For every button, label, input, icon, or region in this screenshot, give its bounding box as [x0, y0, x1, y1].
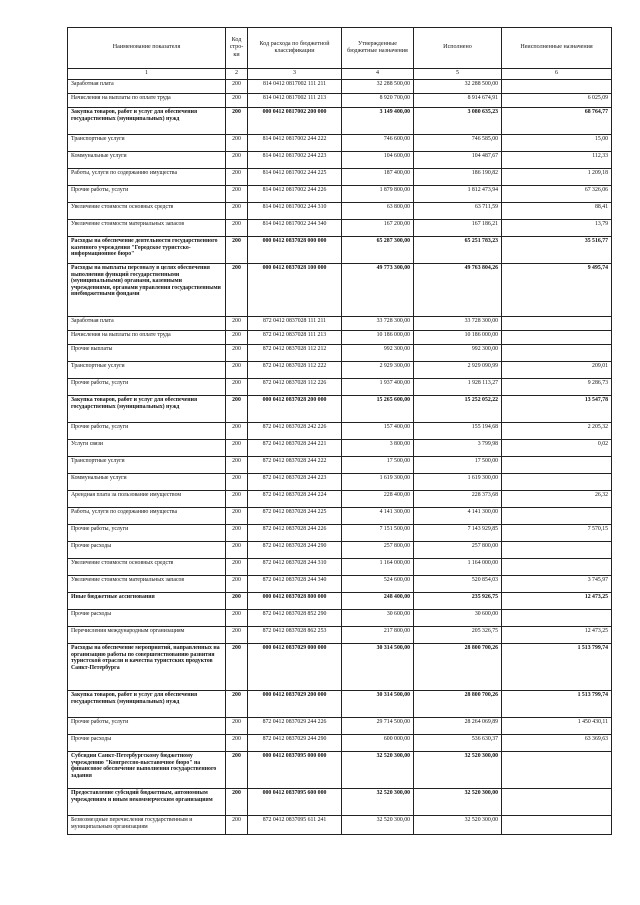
table-row: [68, 627, 612, 644]
row-budget-code: 872 0412 0837028 244 222: [248, 457, 342, 474]
row-executed: 7 143 929,85: [414, 525, 502, 542]
header-executed: Исполнено: [414, 28, 502, 69]
row-remaining: [502, 345, 612, 362]
row-name: Увеличение стоимости основных средств: [68, 559, 226, 576]
row-budget-code: 000 0412 0837029 000 000: [248, 644, 342, 691]
row-approved: 32 520 300,00: [342, 816, 414, 835]
row-budget-code: 872 0412 0837028 242 226: [248, 423, 342, 440]
row-executed: 28 800 700,26: [414, 644, 502, 691]
table-row: [68, 542, 612, 559]
row-name: Начисления на выплаты по оплате труда: [68, 94, 226, 108]
row-name: Прочие работы, услуги: [68, 186, 226, 203]
row-line-code: 200: [226, 593, 248, 610]
row-name: Предоставление субсидий бюджетным, автономным учреждениям и иным некоммерческим организациям: [68, 789, 226, 816]
row-budget-code: 872 0412 0837028 111 213: [248, 331, 342, 345]
row-line-code: 200: [226, 186, 248, 203]
row-approved: 104 600,00: [342, 152, 414, 169]
row-line-code: 200: [226, 237, 248, 264]
row-name: Прочие выплаты: [68, 345, 226, 362]
row-name: Прочие работы, услуги: [68, 379, 226, 396]
row-line-code: 200: [226, 331, 248, 345]
row-approved: 7 151 500,00: [342, 525, 414, 542]
row-budget-code: 872 0412 0837028 112 226: [248, 379, 342, 396]
row-approved: 524 600,00: [342, 576, 414, 593]
row-approved: 10 186 000,00: [342, 331, 414, 345]
row-name: Арендная плата за пользование имуществом: [68, 491, 226, 508]
row-remaining: [502, 559, 612, 576]
row-executed: 32 520 300,00: [414, 816, 502, 835]
row-remaining: [502, 610, 612, 627]
row-budget-code: 000 0412 0837095 600 000: [248, 789, 342, 816]
row-executed: 235 926,75: [414, 593, 502, 610]
row-approved: 2 929 300,00: [342, 362, 414, 379]
row-executed: 28 800 700,26: [414, 691, 502, 718]
column-number: 3: [248, 69, 342, 80]
row-budget-code: 872 0412 0837028 244 224: [248, 491, 342, 508]
table-row: [68, 457, 612, 474]
row-approved: 65 287 300,00: [342, 237, 414, 264]
header-remaining: Неисполненные назначения: [502, 28, 612, 69]
table-row: [68, 718, 612, 735]
row-approved: 248 400,00: [342, 593, 414, 610]
row-approved: 187 400,00: [342, 169, 414, 186]
table-row: [68, 644, 612, 691]
row-name: Начисления на выплаты по оплате труда: [68, 331, 226, 345]
table-row: [68, 80, 612, 94]
row-budget-code: 000 0412 0837095 000 000: [248, 752, 342, 789]
table-row: [68, 735, 612, 752]
row-name: Закупка товаров, работ и услуг для обеспечения государственных (муниципальных) нужд: [68, 691, 226, 718]
row-remaining: 88,41: [502, 203, 612, 220]
row-executed: 63 711,59: [414, 203, 502, 220]
row-executed: 520 854,03: [414, 576, 502, 593]
row-approved: 746 600,00: [342, 135, 414, 152]
row-line-code: 200: [226, 345, 248, 362]
row-remaining: 13 547,78: [502, 396, 612, 423]
header-name: Наименование показателя: [68, 28, 226, 69]
row-name: Увеличение стоимости материальных запасов: [68, 220, 226, 237]
row-name: Работы, услуги по содержанию имущества: [68, 169, 226, 186]
header-approved: Утвержденные бюджетные назначения: [342, 28, 414, 69]
row-approved: 32 288 500,00: [342, 80, 414, 94]
row-remaining: 67 326,06: [502, 186, 612, 203]
row-line-code: 200: [226, 362, 248, 379]
row-name: Закупка товаров, работ и услуг для обеспечения государственных (муниципальных) нужд: [68, 108, 226, 135]
table-row: [68, 317, 612, 331]
row-approved: 3 149 400,00: [342, 108, 414, 135]
row-budget-code: 872 0412 0837028 112 212: [248, 345, 342, 362]
header-budget-code: Код расхода по бюджетной классификации: [248, 28, 342, 69]
row-budget-code: 872 0412 0837028 862 253: [248, 627, 342, 644]
row-remaining: 2 205,32: [502, 423, 612, 440]
row-approved: 1 164 000,00: [342, 559, 414, 576]
row-executed: 104 487,67: [414, 152, 502, 169]
row-name: Заработная плата: [68, 317, 226, 331]
table-row: [68, 135, 612, 152]
row-line-code: 200: [226, 135, 248, 152]
row-remaining: [502, 457, 612, 474]
row-name: Прочие работы, услуги: [68, 525, 226, 542]
row-approved: 992 300,00: [342, 345, 414, 362]
row-approved: 30 600,00: [342, 610, 414, 627]
row-approved: 4 141 300,00: [342, 508, 414, 525]
table-row: [68, 345, 612, 362]
row-budget-code: 814 0412 0817002 111 213: [248, 94, 342, 108]
row-budget-code: 000 0412 0817002 200 000: [248, 108, 342, 135]
row-budget-code: 872 0412 0837028 244 223: [248, 474, 342, 491]
table-row: [68, 440, 612, 457]
row-line-code: 200: [226, 317, 248, 331]
row-remaining: [502, 474, 612, 491]
row-budget-code: 000 0412 0837028 100 000: [248, 264, 342, 317]
row-line-code: 200: [226, 379, 248, 396]
row-name: Прочие расходы: [68, 735, 226, 752]
row-budget-code: 872 0412 0837028 112 222: [248, 362, 342, 379]
row-approved: 157 400,00: [342, 423, 414, 440]
row-executed: 8 914 674,91: [414, 94, 502, 108]
row-budget-code: 814 0412 0817002 244 340: [248, 220, 342, 237]
row-executed: 32 520 300,00: [414, 752, 502, 789]
row-remaining: 3 745,97: [502, 576, 612, 593]
row-name: Увеличение стоимости основных средств: [68, 203, 226, 220]
row-remaining: 15,00: [502, 135, 612, 152]
row-line-code: 200: [226, 610, 248, 627]
table-row: [68, 203, 612, 220]
row-remaining: 68 764,77: [502, 108, 612, 135]
row-executed: 15 252 052,22: [414, 396, 502, 423]
row-budget-code: 000 0412 0837028 000 000: [248, 237, 342, 264]
row-line-code: 200: [226, 203, 248, 220]
row-budget-code: 872 0412 0837029 244 290: [248, 735, 342, 752]
row-name: Транспортные услуги: [68, 135, 226, 152]
row-executed: 10 186 000,00: [414, 331, 502, 345]
row-approved: 33 728 300,00: [342, 317, 414, 331]
row-approved: 8 920 700,00: [342, 94, 414, 108]
row-approved: 32 520 300,00: [342, 752, 414, 789]
row-remaining: 12 473,25: [502, 593, 612, 610]
row-executed: 167 186,21: [414, 220, 502, 237]
row-name: Прочие расходы: [68, 610, 226, 627]
row-budget-code: 814 0412 0817002 244 223: [248, 152, 342, 169]
row-executed: 1 928 113,27: [414, 379, 502, 396]
row-remaining: 9 495,74: [502, 264, 612, 317]
table-row: [68, 474, 612, 491]
row-approved: 167 200,00: [342, 220, 414, 237]
row-name: Увеличение стоимости материальных запасов: [68, 576, 226, 593]
row-line-code: 200: [226, 691, 248, 718]
row-line-code: 200: [226, 423, 248, 440]
row-approved: 29 714 500,00: [342, 718, 414, 735]
column-number: 6: [502, 69, 612, 80]
row-executed: 17 500,00: [414, 457, 502, 474]
table-row: [68, 379, 612, 396]
table-row: [68, 610, 612, 627]
row-line-code: 200: [226, 108, 248, 135]
row-executed: 186 190,82: [414, 169, 502, 186]
table-row: [68, 593, 612, 610]
row-line-code: 200: [226, 525, 248, 542]
table-row: [68, 752, 612, 789]
table-row: [68, 108, 612, 135]
row-remaining: 1 513 799,74: [502, 691, 612, 718]
row-approved: 17 500,00: [342, 457, 414, 474]
row-line-code: 200: [226, 718, 248, 735]
row-line-code: 200: [226, 542, 248, 559]
row-executed: 4 141 300,00: [414, 508, 502, 525]
row-name: Расходы на выплаты персоналу в целях обеспечения выполнения функций государственными (муниципальными) органами, казенными учреждениями, органами управления государственными внебюджетными фондами: [68, 264, 226, 317]
row-remaining: [502, 542, 612, 559]
column-number: 5: [414, 69, 502, 80]
table-row: [68, 508, 612, 525]
row-line-code: 200: [226, 152, 248, 169]
row-remaining: 209,01: [502, 362, 612, 379]
row-name: Работы, услуги по содержанию имущества: [68, 508, 226, 525]
row-budget-code: 000 0412 0837028 200 000: [248, 396, 342, 423]
row-approved: 1 879 800,00: [342, 186, 414, 203]
row-line-code: 200: [226, 576, 248, 593]
row-executed: 33 728 300,00: [414, 317, 502, 331]
row-line-code: 200: [226, 440, 248, 457]
row-remaining: 1 209,18: [502, 169, 612, 186]
row-line-code: 200: [226, 169, 248, 186]
row-name: Услуги связи: [68, 440, 226, 457]
row-budget-code: 872 0412 0837029 244 226: [248, 718, 342, 735]
row-executed: 49 763 804,26: [414, 264, 502, 317]
row-executed: 257 800,00: [414, 542, 502, 559]
row-approved: 600 000,00: [342, 735, 414, 752]
row-name: Прочие работы, услуги: [68, 423, 226, 440]
row-executed: 536 630,37: [414, 735, 502, 752]
row-remaining: 7 570,15: [502, 525, 612, 542]
row-executed: 32 520 300,00: [414, 789, 502, 816]
row-remaining: 63 369,63: [502, 735, 612, 752]
row-executed: 32 288 500,00: [414, 80, 502, 94]
row-remaining: 35 516,77: [502, 237, 612, 264]
row-line-code: 200: [226, 491, 248, 508]
row-approved: 1 619 300,00: [342, 474, 414, 491]
table-row: [68, 152, 612, 169]
row-executed: 2 929 090,99: [414, 362, 502, 379]
table-row: [68, 331, 612, 345]
row-approved: 3 800,00: [342, 440, 414, 457]
row-approved: 257 800,00: [342, 542, 414, 559]
row-executed: 28 264 069,89: [414, 718, 502, 735]
row-remaining: 1 450 430,11: [502, 718, 612, 735]
row-executed: 3 799,98: [414, 440, 502, 457]
row-executed: 228 373,68: [414, 491, 502, 508]
column-number: 1: [68, 69, 226, 80]
row-remaining: 6 025,09: [502, 94, 612, 108]
table-row: [68, 186, 612, 203]
row-remaining: 1 513 799,74: [502, 644, 612, 691]
row-budget-code: 872 0412 0837028 244 221: [248, 440, 342, 457]
row-remaining: [502, 789, 612, 816]
row-approved: 228 400,00: [342, 491, 414, 508]
row-remaining: 26,32: [502, 491, 612, 508]
row-budget-code: 872 0412 0837028 244 225: [248, 508, 342, 525]
row-remaining: [502, 752, 612, 789]
table-row: [68, 169, 612, 186]
row-approved: 15 265 600,00: [342, 396, 414, 423]
row-remaining: [502, 317, 612, 331]
row-remaining: [502, 816, 612, 835]
row-approved: 217 800,00: [342, 627, 414, 644]
row-line-code: 200: [226, 80, 248, 94]
table-row: [68, 491, 612, 508]
table-row: [68, 264, 612, 317]
row-line-code: 200: [226, 508, 248, 525]
row-approved: 49 773 300,00: [342, 264, 414, 317]
row-name: Коммунальные услуги: [68, 152, 226, 169]
table-row: [68, 423, 612, 440]
header-row: [68, 28, 612, 69]
row-line-code: 200: [226, 735, 248, 752]
row-name: Прочие работы, услуги: [68, 718, 226, 735]
row-remaining: [502, 331, 612, 345]
column-number: 4: [342, 69, 414, 80]
row-remaining: [502, 80, 612, 94]
row-name: Субсидии Санкт-Петербургскому бюджетному учреждению "Конгрессно-выставочное бюро" на финансовое обеспечение выполнения государственного задания: [68, 752, 226, 789]
row-executed: 992 300,00: [414, 345, 502, 362]
row-executed: 1 619 300,00: [414, 474, 502, 491]
row-remaining: [502, 508, 612, 525]
row-budget-code: 872 0412 0837028 244 340: [248, 576, 342, 593]
row-budget-code: 872 0412 0837028 244 290: [248, 542, 342, 559]
table-row: [68, 576, 612, 593]
row-budget-code: 814 0412 0817002 244 310: [248, 203, 342, 220]
row-remaining: 13,79: [502, 220, 612, 237]
row-approved: 30 314 500,00: [342, 691, 414, 718]
row-name: Перечисления международным организациям: [68, 627, 226, 644]
row-remaining: 112,33: [502, 152, 612, 169]
row-remaining: 0,02: [502, 440, 612, 457]
row-line-code: 200: [226, 789, 248, 816]
table-row: [68, 237, 612, 264]
row-budget-code: 000 0412 0837028 800 000: [248, 593, 342, 610]
table-row: [68, 559, 612, 576]
row-name: Безвозмездные перечисления государственным и муниципальным организациям: [68, 816, 226, 835]
row-line-code: 200: [226, 627, 248, 644]
row-budget-code: 000 0412 0837029 200 000: [248, 691, 342, 718]
table-row: [68, 220, 612, 237]
table-row: [68, 396, 612, 423]
row-remaining: 9 286,73: [502, 379, 612, 396]
row-line-code: 200: [226, 816, 248, 835]
row-budget-code: 814 0412 0817002 244 226: [248, 186, 342, 203]
row-executed: 205 326,75: [414, 627, 502, 644]
table-row: [68, 362, 612, 379]
expenditure-table: [67, 27, 612, 835]
row-budget-code: 872 0412 0837028 852 290: [248, 610, 342, 627]
table-row: [68, 691, 612, 718]
row-approved: 63 800,00: [342, 203, 414, 220]
row-name: Иные бюджетные ассигнования: [68, 593, 226, 610]
row-name: Заработная плата: [68, 80, 226, 94]
table-row: [68, 816, 612, 835]
row-line-code: 200: [226, 220, 248, 237]
row-budget-code: 814 0412 0817002 244 225: [248, 169, 342, 186]
row-name: Расходы на обеспечение деятельности государственного казенного учреждения "Городское туристско-информационное бюро": [68, 237, 226, 264]
column-number: 2: [226, 69, 248, 80]
row-budget-code: 872 0412 0837028 244 310: [248, 559, 342, 576]
row-approved: 32 520 300,00: [342, 789, 414, 816]
row-executed: 3 080 635,23: [414, 108, 502, 135]
row-approved: 30 314 500,00: [342, 644, 414, 691]
column-number-row: [68, 69, 612, 80]
row-executed: 1 812 473,94: [414, 186, 502, 203]
row-budget-code: 814 0412 0817002 111 211: [248, 80, 342, 94]
row-executed: 65 251 783,23: [414, 237, 502, 264]
row-executed: 746 585,00: [414, 135, 502, 152]
table-row: [68, 94, 612, 108]
table-row: [68, 789, 612, 816]
row-budget-code: 872 0412 0837028 244 226: [248, 525, 342, 542]
row-name: Коммунальные услуги: [68, 474, 226, 491]
row-budget-code: 872 0412 0837095 611 241: [248, 816, 342, 835]
row-name: Транспортные услуги: [68, 457, 226, 474]
row-line-code: 200: [226, 94, 248, 108]
row-line-code: 200: [226, 396, 248, 423]
row-budget-code: 814 0412 0817002 244 222: [248, 135, 342, 152]
row-line-code: 200: [226, 752, 248, 789]
row-executed: 155 194,68: [414, 423, 502, 440]
row-executed: 1 164 000,00: [414, 559, 502, 576]
row-name: Прочие расходы: [68, 542, 226, 559]
header-line-code: Код стро-ки: [226, 28, 248, 69]
row-budget-code: 872 0412 0837028 111 211: [248, 317, 342, 331]
row-name: Транспортные услуги: [68, 362, 226, 379]
row-name: Расходы на обеспечение мероприятий, направленных на организацию работы по совершенствованию развития туристской отрасли и качества туристских продуктов Санкт-Петербурга: [68, 644, 226, 691]
row-approved: 1 937 400,00: [342, 379, 414, 396]
row-line-code: 200: [226, 644, 248, 691]
row-remaining: 12 473,25: [502, 627, 612, 644]
table-row: [68, 525, 612, 542]
row-name: Закупка товаров, работ и услуг для обеспечения государственных (муниципальных) нужд: [68, 396, 226, 423]
row-executed: 30 600,00: [414, 610, 502, 627]
row-line-code: 200: [226, 474, 248, 491]
row-line-code: 200: [226, 559, 248, 576]
row-line-code: 200: [226, 457, 248, 474]
row-line-code: 200: [226, 264, 248, 317]
